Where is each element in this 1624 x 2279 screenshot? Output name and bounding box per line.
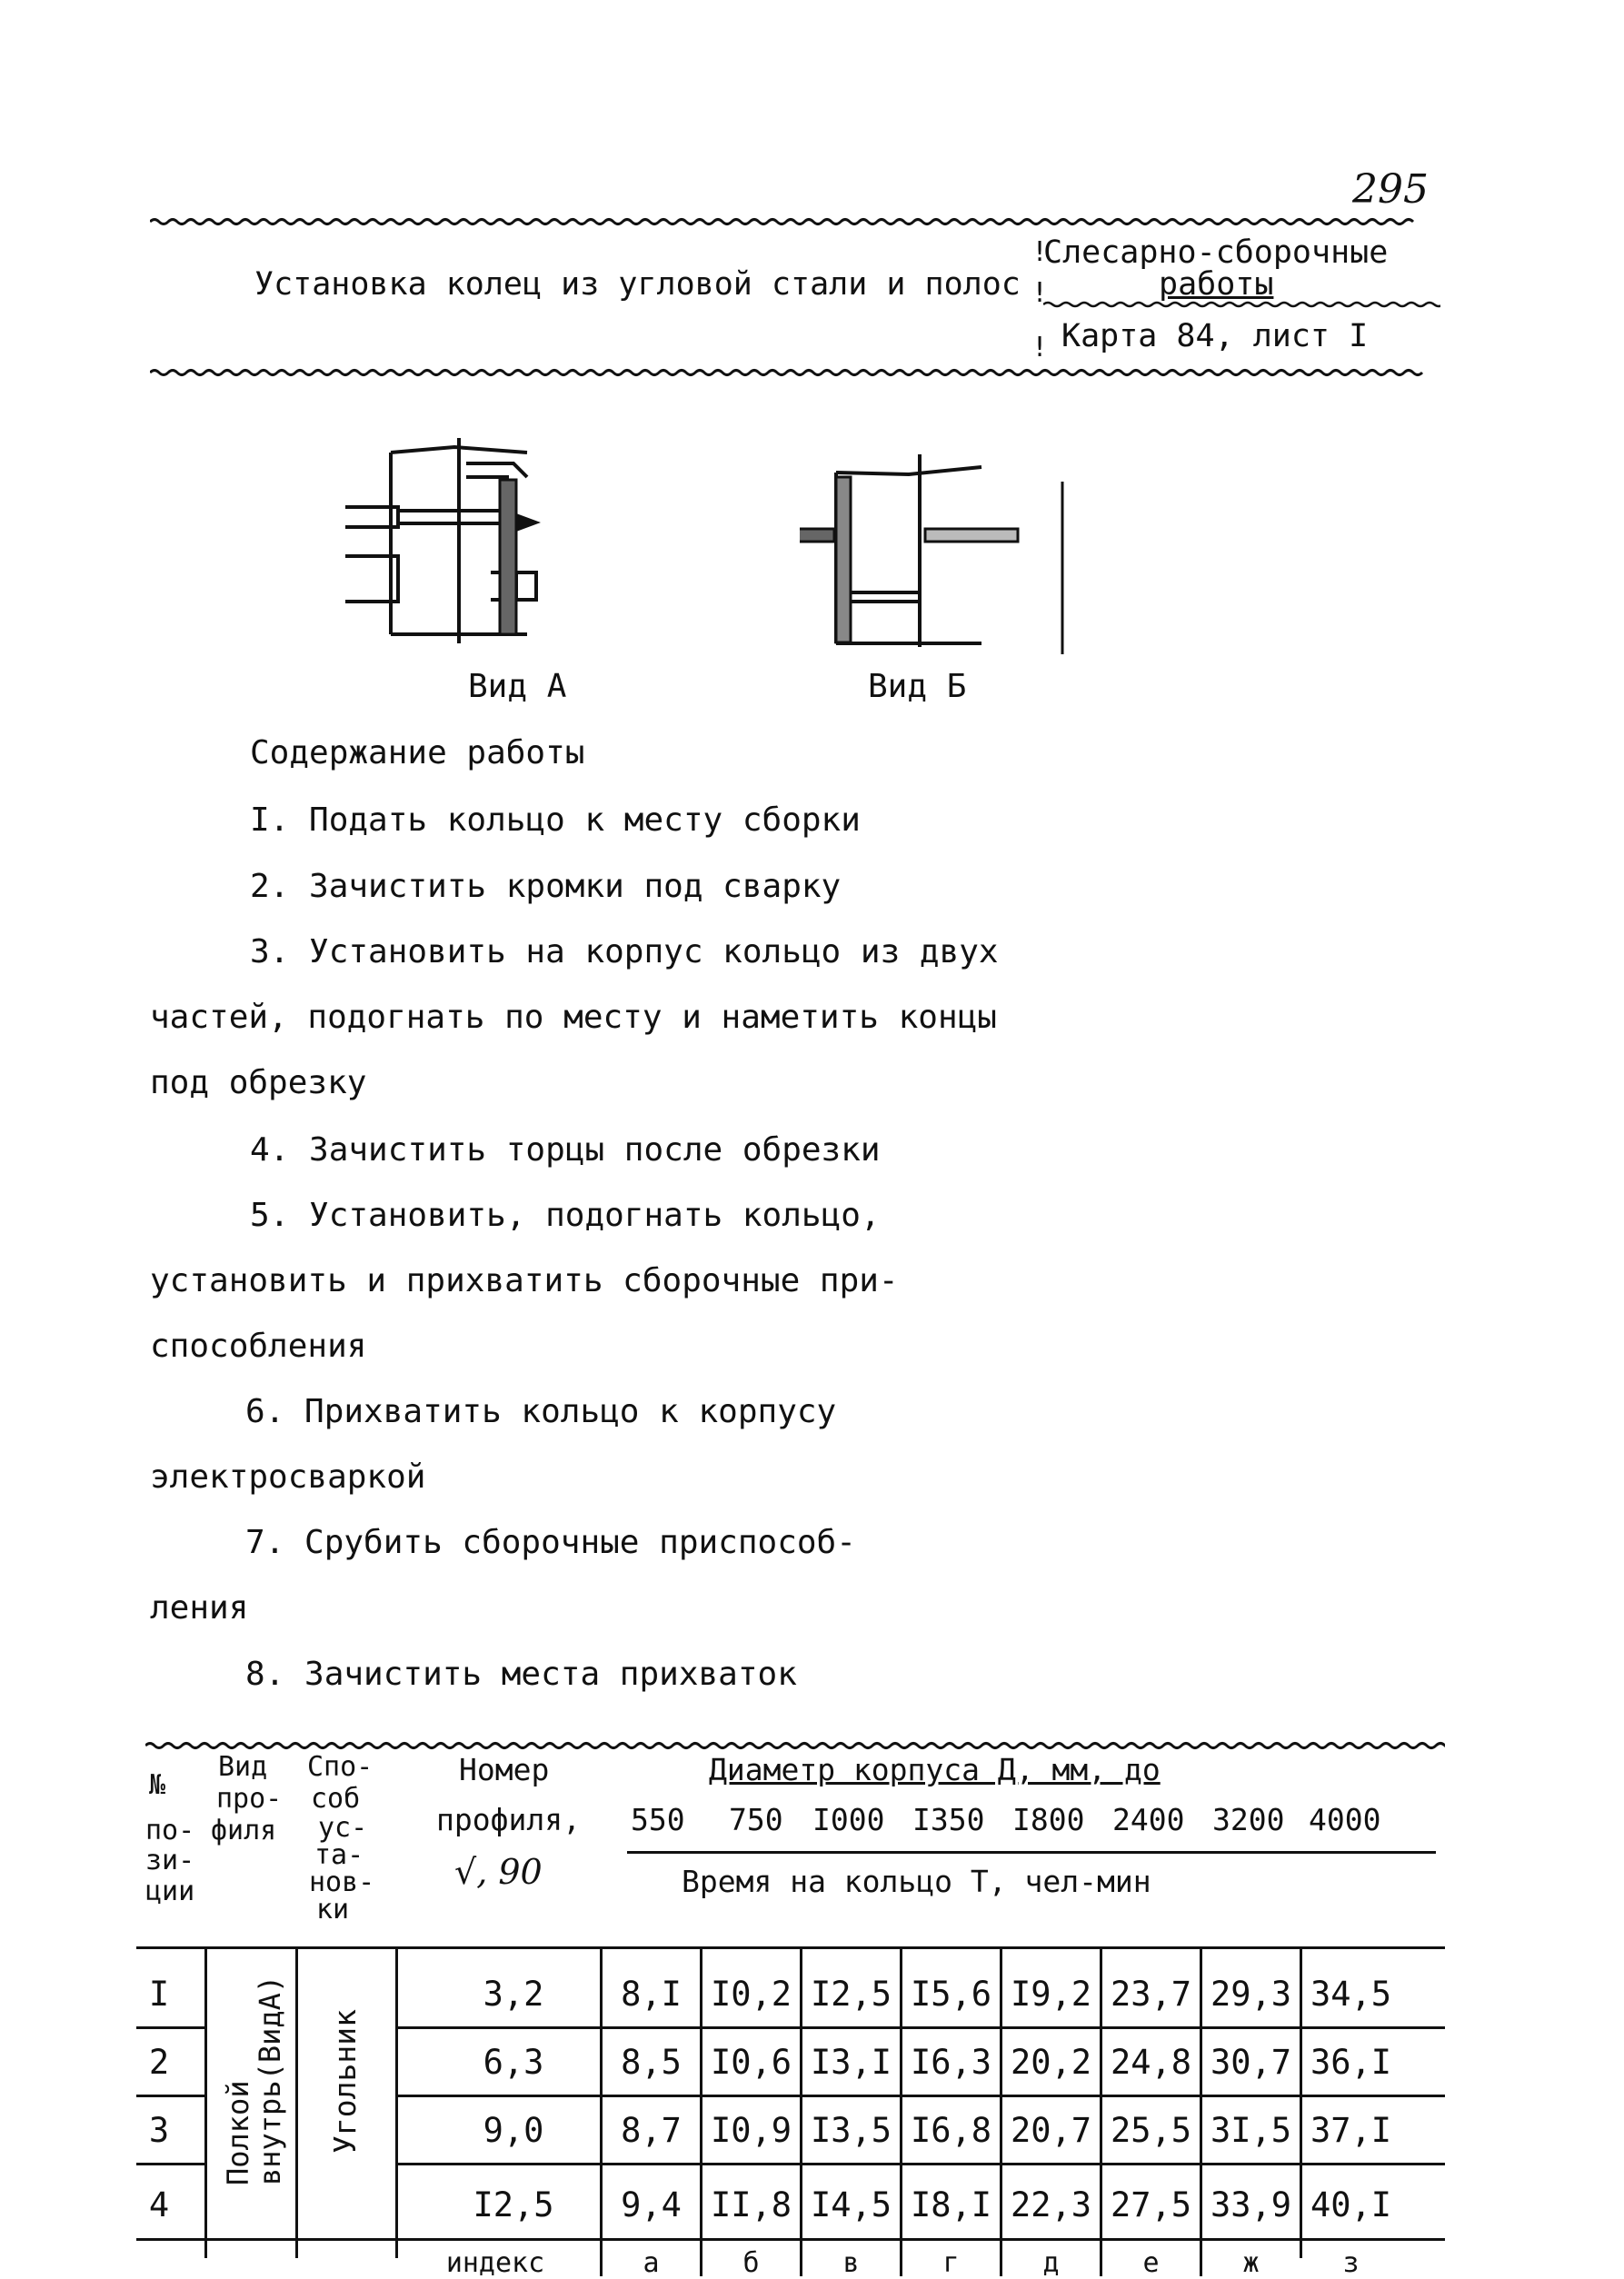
- header-method-line5: нов-: [309, 1866, 375, 1898]
- header-method-line3: ус-: [318, 1812, 368, 1844]
- header-profile-type-line3: филя: [211, 1815, 277, 1846]
- content-line: способления: [150, 1328, 367, 1365]
- header-diameter-value: I000: [812, 1802, 885, 1837]
- row-separator: [136, 2026, 204, 2029]
- header-position-line4: ции: [145, 1876, 195, 1907]
- table-cell: I2,5: [810, 1975, 892, 2014]
- table-cell: 29,3: [1210, 1975, 1292, 2014]
- table-cell: 36,I: [1310, 2043, 1392, 2082]
- header-profile-type-line1: Вид: [218, 1751, 268, 1783]
- content-line: I. Подать кольцо к месту сборки: [250, 801, 861, 839]
- header-diameter-value: 4000: [1309, 1802, 1381, 1837]
- header-separator: !: [1031, 236, 1049, 268]
- header-diameter-value: 750: [729, 1802, 783, 1837]
- table-cell: I0,6: [710, 2043, 792, 2082]
- figure-label-a: Вид А: [468, 668, 567, 705]
- index-cell: г: [942, 2247, 960, 2279]
- index-cell: д: [1042, 2247, 1060, 2279]
- table-cell: I6,3: [910, 2043, 992, 2082]
- figure-view-a: [345, 436, 582, 645]
- table-cell: I8,I: [910, 2185, 992, 2224]
- index-cell: з: [1342, 2247, 1360, 2279]
- table-cell: I3,I: [810, 2043, 892, 2082]
- table-cell: 30,7: [1210, 2043, 1292, 2082]
- index-cell: б: [742, 2247, 760, 2279]
- header-position-line1: №: [149, 1769, 166, 1801]
- row-separator: [395, 2163, 1445, 2165]
- header-diameter-value: I800: [1012, 1802, 1085, 1837]
- content-line: 5. Установить, подогнать кольцо,: [250, 1197, 881, 1234]
- header-rule: [627, 1851, 1436, 1854]
- table-row-profile: I2,5: [473, 2185, 554, 2224]
- method-value: Угольник: [327, 2009, 363, 2154]
- content-line: 7. Срубить сборочные приспособ-: [245, 1524, 856, 1561]
- table-row-position: 4: [148, 2185, 170, 2224]
- table-row-profile: 3,2: [483, 1975, 544, 2014]
- table-row-position: 3: [148, 2111, 170, 2150]
- page-number: 295: [1352, 166, 1429, 213]
- content-heading: Содержание работы: [250, 734, 585, 771]
- row-separator: [136, 2163, 204, 2165]
- index-row-label: индекс: [445, 2247, 545, 2279]
- table-row-profile: 6,3: [483, 2043, 544, 2082]
- index-cell: а: [643, 2247, 660, 2279]
- table-cell: 25,5: [1110, 2111, 1192, 2150]
- row-separator: [395, 2026, 1445, 2029]
- header-card-number: Карта 84, лист I: [1061, 318, 1369, 354]
- header-diameter-value: 3200: [1212, 1802, 1285, 1837]
- table-cell: 37,I: [1310, 2111, 1392, 2150]
- table-cell: 20,7: [1010, 2111, 1092, 2150]
- content-line: 4. Зачистить торцы после обрезки: [250, 1131, 881, 1169]
- header-separator: !: [1031, 332, 1049, 363]
- col-separator: [395, 1949, 398, 2258]
- col-separator: [295, 1949, 298, 2258]
- header-diameter-value: 2400: [1112, 1802, 1185, 1837]
- table-cell: 33,9: [1210, 2185, 1292, 2224]
- index-cell: е: [1142, 2247, 1160, 2279]
- table-cell: 8,I: [621, 1975, 682, 2014]
- row-separator: [136, 2095, 204, 2097]
- content-line: ления: [150, 1589, 249, 1627]
- content-line: 6. Прихватить кольцо к корпусу: [245, 1393, 837, 1430]
- table-cell: I3,5: [810, 2111, 892, 2150]
- table-cell: I0,9: [710, 2111, 792, 2150]
- table-cell: I5,6: [910, 1975, 992, 2014]
- time-norm-table: [136, 1740, 1445, 2279]
- header-method-line6: ки: [316, 1894, 350, 1926]
- table-cell: 20,2: [1010, 2043, 1092, 2082]
- content-line: 3. Установить на корпус кольцо из двух: [250, 933, 999, 970]
- header-diameter-value: I350: [912, 1802, 985, 1837]
- table-cell: 34,5: [1310, 1975, 1392, 2014]
- table-cell: 27,5: [1110, 2185, 1192, 2224]
- table-cell: 8,5: [621, 2043, 682, 2082]
- row-separator: [395, 2095, 1445, 2097]
- table-cell: 24,8: [1110, 2043, 1192, 2082]
- content-line: электросваркой: [150, 1458, 426, 1496]
- header-title: Установка колец из угловой стали и полос: [254, 266, 1021, 303]
- table-cell: I0,2: [710, 1975, 792, 2014]
- table-top-rule: [145, 1740, 1445, 1751]
- col-separator: [204, 1949, 207, 2258]
- table-cell: 9,4: [621, 2185, 682, 2224]
- header-section: Слесарно-сборочные: [1043, 234, 1389, 271]
- figure-label-b: Вид Б: [868, 668, 967, 705]
- header-position-line2: по-: [145, 1815, 195, 1846]
- header-method-line2: соб: [311, 1783, 361, 1815]
- table-cell: I9,2: [1010, 1975, 1092, 2014]
- index-cell: в: [842, 2247, 860, 2279]
- table-cell: 22,3: [1010, 2185, 1092, 2224]
- header-section-continued: работы: [1159, 266, 1274, 303]
- table-cell: II,8: [710, 2185, 792, 2224]
- content-line: под обрезку: [150, 1064, 367, 1101]
- table-cell: I6,8: [910, 2111, 992, 2150]
- content-line: 8. Зачистить места прихваток: [245, 1656, 797, 1693]
- table-cell: 40,I: [1310, 2185, 1392, 2224]
- header-separator: !: [1031, 277, 1049, 309]
- table-cell: I4,5: [810, 2185, 892, 2224]
- table-row-position: I: [148, 1975, 170, 2014]
- header-diameter: Диаметр корпуса Д, мм, до: [709, 1752, 1161, 1787]
- header-profile-number-line1: Номер: [459, 1752, 550, 1787]
- table-cell: 8,7: [621, 2111, 682, 2150]
- index-cell: ж: [1242, 2247, 1260, 2279]
- header-method-line1: Спо-: [307, 1751, 374, 1783]
- header-bottom-rule: [150, 367, 1440, 378]
- header-position-line3: зи-: [145, 1845, 195, 1876]
- header-top-rule: [150, 216, 1440, 227]
- header-profile-type-line2: про-: [216, 1783, 283, 1815]
- header-method-line4: та-: [314, 1839, 364, 1871]
- table-row-profile: 9,0: [483, 2111, 544, 2150]
- header-time: Время на кольцо Т, чел-мин: [682, 1864, 1151, 1899]
- content-line: установить и прихватить сборочные при-: [150, 1262, 899, 1299]
- row-separator: [136, 2238, 1445, 2241]
- table-row-position: 2: [148, 2043, 170, 2082]
- header-profile-number-note: √, 90: [454, 1852, 543, 1892]
- header-profile-number-line2: профиля,: [436, 1802, 581, 1837]
- figure-view-b: [800, 454, 1072, 663]
- header-body-separator: [136, 1946, 1445, 1949]
- content-line: частей, подогнать по месту и наметить концы: [150, 999, 997, 1036]
- content-line: 2. Зачистить кромки под сварку: [250, 868, 842, 905]
- table-cell: 23,7: [1110, 1975, 1192, 2014]
- profile-type-value: Полкой внутрь(ВидА): [221, 1975, 288, 2185]
- header-diameter-value: 550: [631, 1802, 685, 1837]
- table-cell: 3I,5: [1210, 2111, 1292, 2150]
